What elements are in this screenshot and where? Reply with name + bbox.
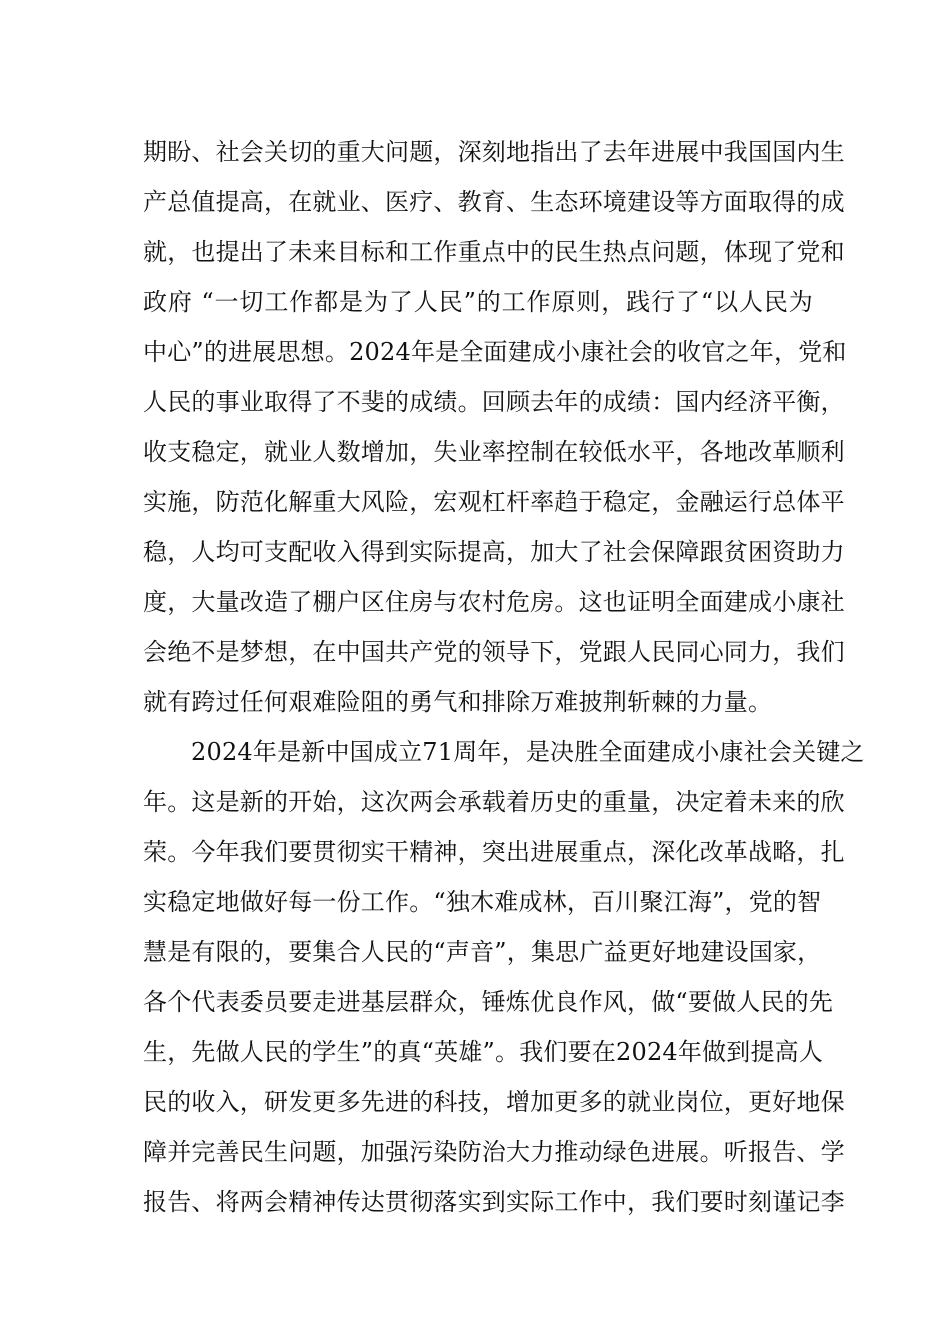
paragraph-1-line-1: 期盼、社会关切的重大问题，深刻地指出了去年进展中我国国内生 (143, 138, 845, 166)
paragraph-1-line-3: 就，也提出了未来目标和工作重点中的民生热点问题，体现了党和 (143, 238, 845, 266)
paragraph-1-line-9: 稳，人均可支配收入得到实际提高，加大了社会保障跟贫困资助力 (143, 538, 845, 566)
paragraph-2-line-8: 民的收入，研发更多先进的科技，增加更多的就业岗位，更好地保 (143, 1088, 845, 1116)
paragraph-2-line-10: 报告、将两会精神传达贯彻落实到实际工作中，我们要时刻谨记李 (143, 1188, 845, 1216)
paragraph-2-line-4: 实稳定地做好每一份工作。“独木难成林，百川聚江海”，党的智 (143, 888, 822, 916)
paragraph-1-line-8: 实施，防范化解重大风险，宏观杠杆率趋于稳定，金融运行总体平 (143, 488, 845, 516)
paragraph-2-line-9: 障并完善民生问题，加强污染防治大力推动绿色进展。听报告、学 (143, 1138, 845, 1166)
paragraph-1-line-11: 会绝不是梦想，在中国共产党的领导下，党跟人民同心同力，我们 (143, 638, 845, 666)
paragraph-2-line-5: 慧是有限的，要集合人民的“声音”，集思广益更好地建设国家， (143, 938, 822, 966)
paragraph-1-line-4: 政府 “一切工作都是为了人民”的工作原则，践行了“以人民为 (143, 288, 813, 316)
paragraph-1-line-7: 收支稳定，就业人数增加，失业率控制在较低水平，各地改革顺利 (143, 438, 845, 466)
paragraph-1-line-2: 产总值提高，在就业、医疗、教育、生态环境建设等方面取得的成 (143, 188, 845, 216)
paragraph-2-line-6: 各个代表委员要走进基层群众，锤炼优良作风，做“要做人民的先 (143, 988, 834, 1016)
paragraph-2-line-2: 年。这是新的开始，这次两会承载着历史的重量，决定着未来的欣 (143, 788, 845, 816)
paragraph-2-line-1: 2024年是新中国成立71周年，是决胜全面建成小康社会关键之 (191, 738, 865, 766)
paragraph-1-line-5: 中心”的进展思想。2024年是全面建成小康社会的收官之年，党和 (143, 338, 847, 366)
paragraph-1-line-10: 度，大量改造了棚户区住房与农村危房。这也证明全面建成小康社 (143, 588, 845, 616)
paragraph-1-line-12: 就有跨过任何艰难险阻的勇气和排除万难披荆斩棘的力量。 (143, 688, 773, 716)
paragraph-2-line-7: 生，先做人民的学生”的真“英雄”。我们要在2024年做到提高人 (143, 1038, 824, 1066)
paragraph-2-line-3: 荣。今年我们要贯彻实干精神，突出进展重点，深化改革战略，扎 (143, 838, 845, 866)
paragraph-1-line-6: 人民的事业取得了不斐的成绩。回顾去年的成绩：国内经济平衡， (143, 388, 845, 416)
